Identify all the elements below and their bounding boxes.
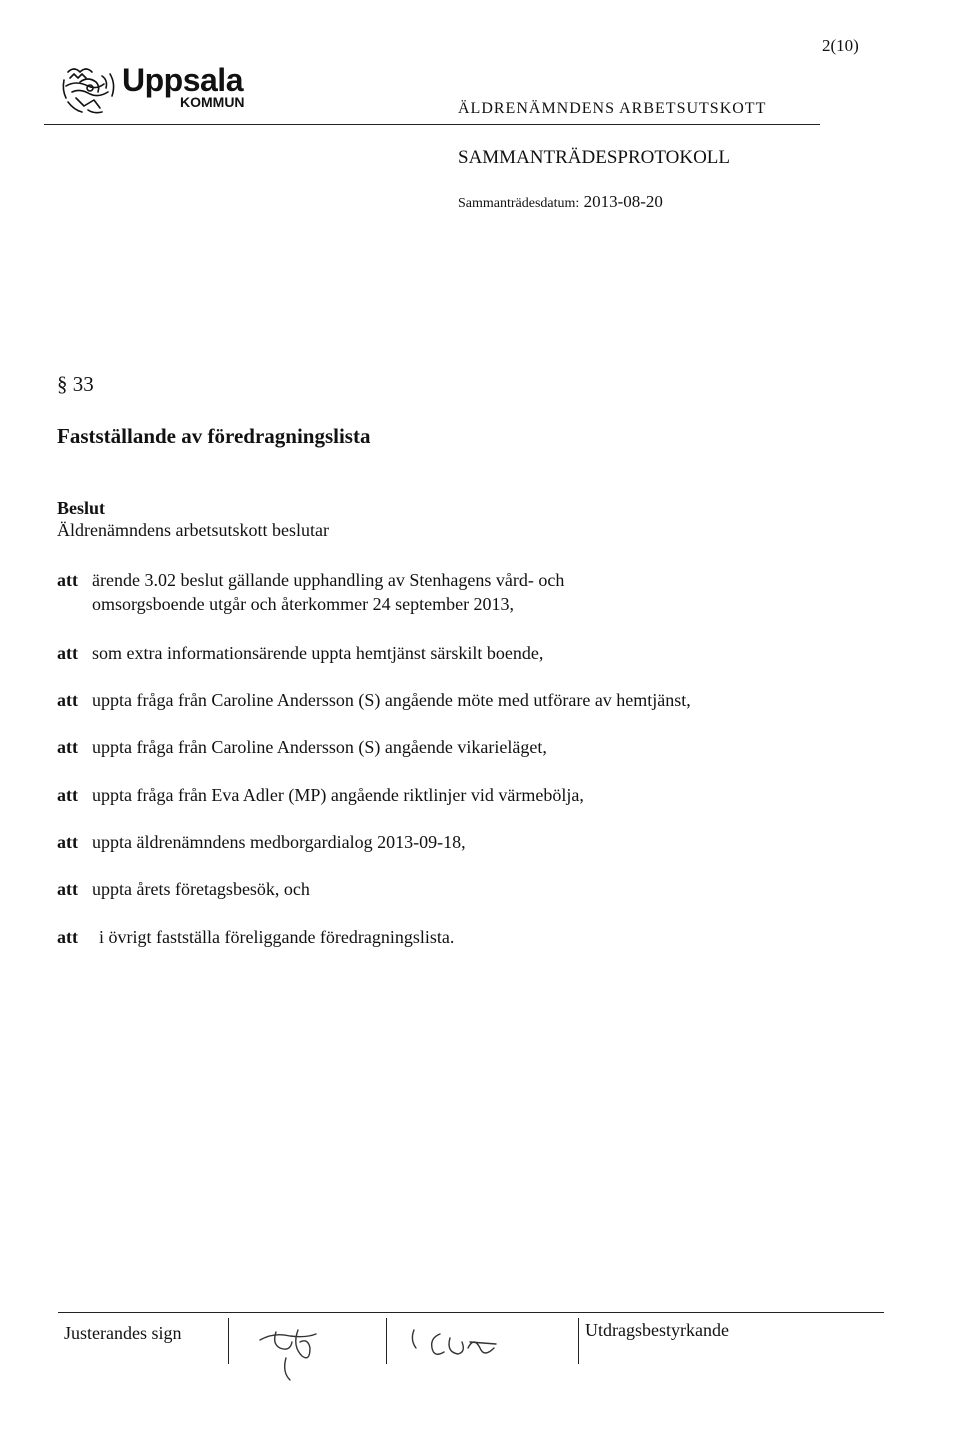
coat-of-arms-icon: [60, 62, 118, 120]
clause-keyword: att: [57, 737, 78, 757]
clause-keyword: att: [57, 832, 78, 852]
clause-text: uppta äldrenämndens medborgardialog 2013-09-18,: [92, 832, 466, 852]
clause-keyword: att: [57, 927, 78, 947]
logo-wordmark: Uppsala: [122, 62, 243, 98]
clause-keyword: att: [57, 879, 78, 899]
meeting-date: [458, 192, 663, 212]
clause-keyword: att: [57, 643, 78, 663]
decision-heading: Beslut: [57, 498, 106, 518]
handwritten-signature-1: [250, 1318, 370, 1388]
document-title: SAMMANTRÄDESPROTOKOLL: [458, 147, 731, 168]
meeting-date-value: 2013-08-20: [583, 192, 663, 211]
clause-keyword: att: [57, 690, 78, 710]
page-number: 2(10): [822, 36, 859, 55]
extract-certification-label: Utdragsbestyrkande: [585, 1320, 729, 1340]
decision-body: Äldrenämndens arbetsutskott beslutar: [57, 520, 329, 540]
clause-text: uppta årets företagsbesök, och: [92, 879, 310, 899]
meeting-date-label: Sammanträdesdatum:: [458, 196, 580, 211]
clause-text: uppta fråga från Eva Adler (MP) angående riktlinjer vid värmebölja,: [92, 785, 584, 805]
clause-text: uppta fråga från Caroline Andersson (S) angående vikarieläget,: [92, 737, 547, 757]
clause-line: ärende 3.02 beslut gällande upphandling av Stenhagens vård- och: [92, 570, 565, 590]
handwritten-signature-2: [400, 1318, 520, 1388]
uppsala-kommun-logo: [60, 62, 290, 122]
section-title: Fastställande av föredragningslista: [57, 424, 371, 448]
clause-keyword: att: [57, 570, 78, 590]
signature-table-rule: [58, 1312, 884, 1313]
signature-divider: [578, 1318, 579, 1364]
clause-text: [92, 568, 812, 616]
header-divider: [44, 124, 820, 125]
section-number: § 33: [57, 372, 94, 396]
clause-text: i övrigt fastställa föreliggande föredragningslista.: [99, 927, 455, 947]
signature-divider: [228, 1318, 229, 1364]
clause-line: omsorgsboende utgår och återkommer 24 september 2013,: [92, 594, 515, 614]
clause-keyword: att: [57, 785, 78, 805]
committee-name: ÄLDRENÄMNDENS ARBETSUTSKOTT: [458, 100, 767, 117]
clause-text: uppta fråga från Caroline Andersson (S) angående möte med utförare av hemtjänst,: [92, 690, 691, 710]
clause-text: som extra informationsärende uppta hemtjänst särskilt boende,: [92, 643, 544, 663]
logo-sub: KOMMUN: [180, 94, 245, 110]
signature-label: Justerandes sign: [64, 1323, 182, 1343]
signature-divider: [386, 1318, 387, 1364]
